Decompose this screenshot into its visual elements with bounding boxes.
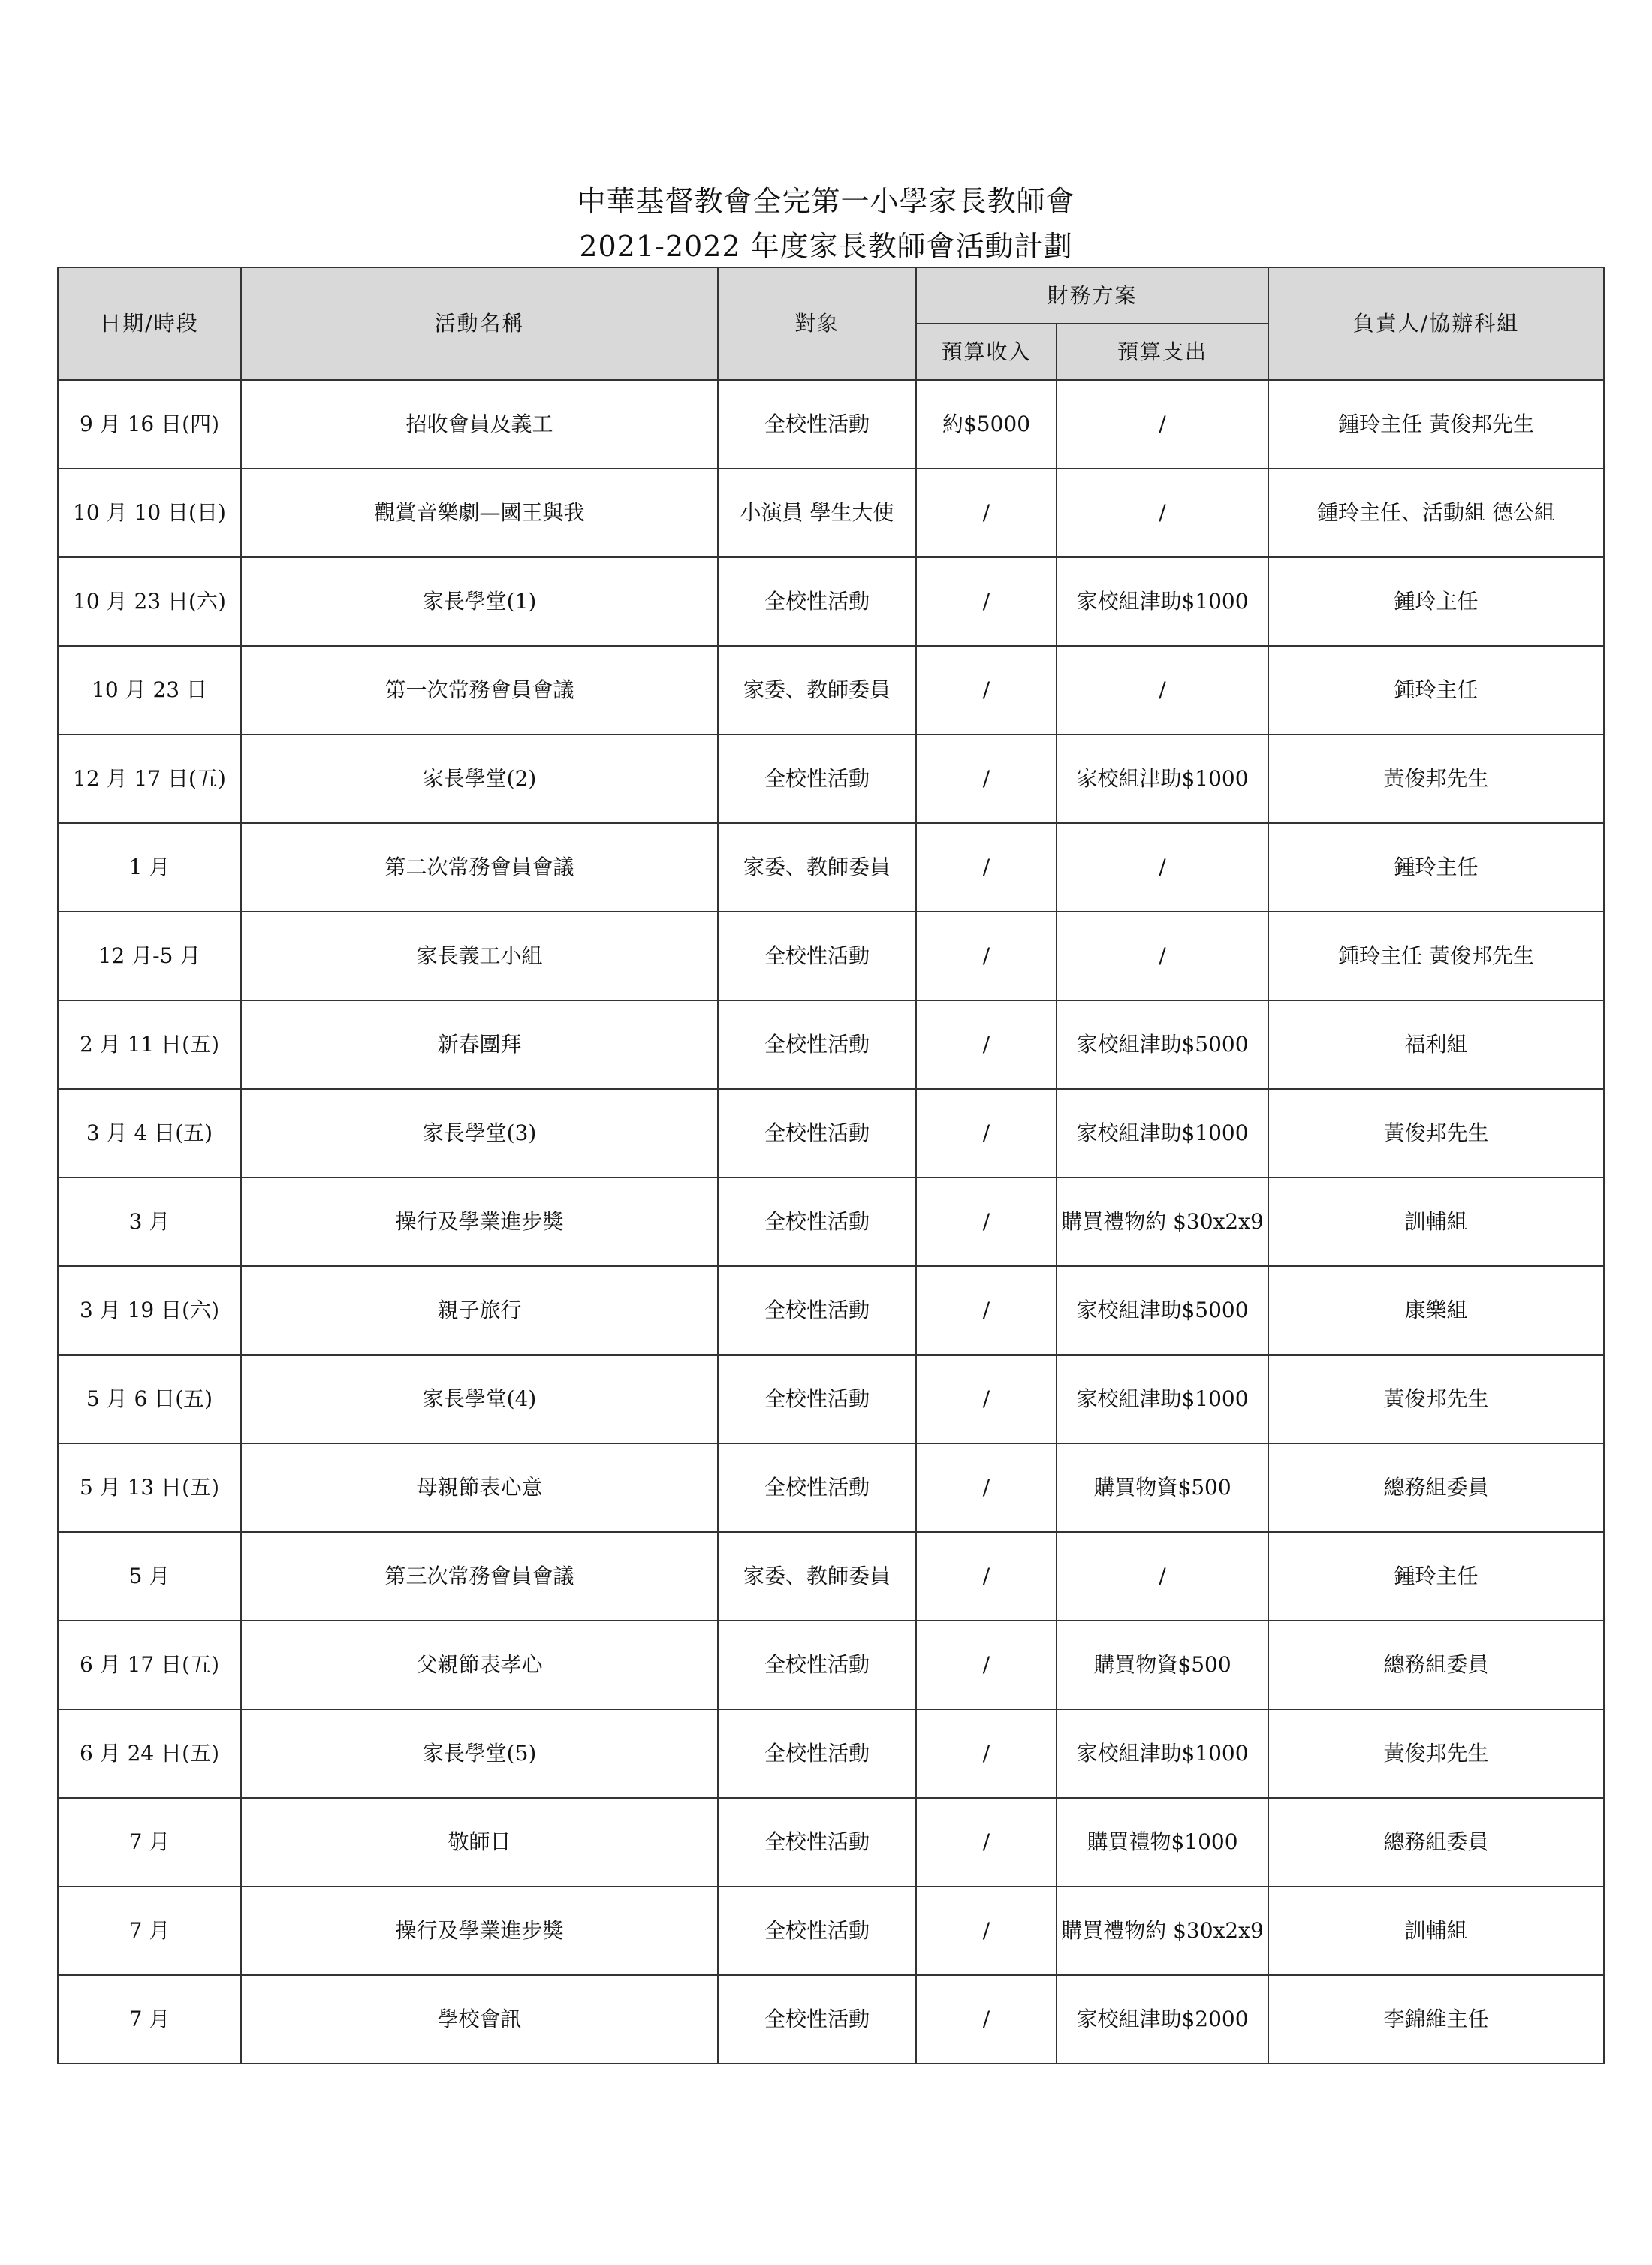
header-finance: 財務方案: [916, 267, 1268, 324]
cell-target: 全校性活動: [718, 1266, 916, 1355]
cell-person: 總務組委員: [1268, 1443, 1604, 1532]
cell-date: 1 月: [58, 823, 241, 912]
cell-person: 鍾玲主任: [1268, 646, 1604, 734]
cell-activity: 家長學堂(5): [241, 1709, 718, 1798]
cell-date: 7 月: [58, 1975, 241, 2064]
cell-expense: /: [1057, 912, 1268, 1000]
cell-person: 鍾玲主任、活動組 德公組: [1268, 469, 1604, 557]
cell-activity: 家長學堂(1): [241, 557, 718, 646]
cell-expense: 家校組津助$1000: [1057, 734, 1268, 823]
table-row: [58, 1000, 1604, 1089]
cell-date: 7 月: [58, 1886, 241, 1975]
cell-activity: 家長義工小組: [241, 912, 718, 1000]
cell-activity: 觀賞音樂劇—國王與我: [241, 469, 718, 557]
cell-target: 全校性活動: [718, 1621, 916, 1709]
cell-activity: 操行及學業進步獎: [241, 1178, 718, 1266]
cell-date: 10 月 10 日(日): [58, 469, 241, 557]
cell-expense: 購買禮物約 $30x2x9: [1057, 1886, 1268, 1975]
header-target: 對象: [718, 267, 916, 380]
cell-person: 黃俊邦先生: [1268, 1355, 1604, 1443]
cell-activity: 學校會訊: [241, 1975, 718, 2064]
cell-date: 12 月 17 日(五): [58, 734, 241, 823]
cell-expense: 家校組津助$5000: [1057, 1266, 1268, 1355]
cell-expense: 家校組津助$1000: [1057, 1089, 1268, 1178]
cell-target: 全校性活動: [718, 1443, 916, 1532]
table-row: [58, 1443, 1604, 1532]
cell-date: 9 月 16 日(四): [58, 380, 241, 469]
cell-date: 10 月 23 日(六): [58, 557, 241, 646]
table-row: [58, 1621, 1604, 1709]
cell-date: 5 月 13 日(五): [58, 1443, 241, 1532]
table-row: [58, 557, 1604, 646]
cell-expense: /: [1057, 1532, 1268, 1621]
header-activity: 活動名稱: [241, 267, 718, 380]
cell-target: 全校性活動: [718, 1975, 916, 2064]
cell-income: /: [916, 1178, 1057, 1266]
table-row: [58, 1355, 1604, 1443]
cell-target: 全校性活動: [718, 557, 916, 646]
cell-income: /: [916, 1886, 1057, 1975]
cell-income: /: [916, 1798, 1057, 1886]
table-row: [58, 1798, 1604, 1886]
cell-target: 家委、教師委員: [718, 646, 916, 734]
cell-expense: 家校組津助$1000: [1057, 1709, 1268, 1798]
cell-date: 6 月 17 日(五): [58, 1621, 241, 1709]
table-row: [58, 1089, 1604, 1178]
table-row: [58, 734, 1604, 823]
cell-expense: /: [1057, 380, 1268, 469]
cell-activity: 第二次常務會員會議: [241, 823, 718, 912]
cell-person: 黃俊邦先生: [1268, 1709, 1604, 1798]
header-date: 日期/時段: [58, 267, 241, 380]
table-body: [58, 380, 1604, 2064]
header-person: 負責人/協辦科組: [1268, 267, 1604, 380]
cell-expense: /: [1057, 823, 1268, 912]
cell-date: 10 月 23 日: [58, 646, 241, 734]
cell-income: /: [916, 646, 1057, 734]
cell-income: /: [916, 1532, 1057, 1621]
cell-activity: 家長學堂(4): [241, 1355, 718, 1443]
cell-expense: 購買物資$500: [1057, 1621, 1268, 1709]
cell-income: /: [916, 734, 1057, 823]
table-row: [58, 823, 1604, 912]
cell-activity: 母親節表心意: [241, 1443, 718, 1532]
cell-person: 鍾玲主任 黃俊邦先生: [1268, 912, 1604, 1000]
cell-target: 家委、教師委員: [718, 823, 916, 912]
table-row: [58, 1709, 1604, 1798]
cell-activity: 家長學堂(2): [241, 734, 718, 823]
cell-expense: 家校組津助$1000: [1057, 1355, 1268, 1443]
cell-person: 鍾玲主任 黃俊邦先生: [1268, 380, 1604, 469]
cell-activity: 家長學堂(3): [241, 1089, 718, 1178]
cell-activity: 敬師日: [241, 1798, 718, 1886]
table-row: [58, 469, 1604, 557]
cell-person: 李錦維主任: [1268, 1975, 1604, 2064]
cell-person: 總務組委員: [1268, 1621, 1604, 1709]
cell-income: 約$5000: [916, 380, 1057, 469]
cell-date: 2 月 11 日(五): [58, 1000, 241, 1089]
cell-person: 鍾玲主任: [1268, 823, 1604, 912]
cell-date: 5 月: [58, 1532, 241, 1621]
table-row: [58, 912, 1604, 1000]
cell-expense: /: [1057, 646, 1268, 734]
cell-target: 全校性活動: [718, 1000, 916, 1089]
cell-income: /: [916, 557, 1057, 646]
cell-person: 訓輔組: [1268, 1178, 1604, 1266]
document-subtitle: 2021-2022 年度家長教師會活動計劃: [579, 230, 1073, 263]
cell-target: 全校性活動: [718, 1886, 916, 1975]
table-row: [58, 1886, 1604, 1975]
cell-target: 全校性活動: [718, 1798, 916, 1886]
cell-target: 全校性活動: [718, 734, 916, 823]
cell-expense: 家校組津助$1000: [1057, 557, 1268, 646]
cell-target: 全校性活動: [718, 1709, 916, 1798]
cell-date: 6 月 24 日(五): [58, 1709, 241, 1798]
cell-activity: 招收會員及義工: [241, 380, 718, 469]
document-title: 中華基督教會全完第一小學家長教師會: [577, 185, 1075, 218]
cell-expense: 購買禮物$1000: [1057, 1798, 1268, 1886]
cell-person: 福利組: [1268, 1000, 1604, 1089]
cell-activity: 父親節表孝心: [241, 1621, 718, 1709]
cell-expense: 購買禮物約 $30x2x9: [1057, 1178, 1268, 1266]
cell-date: 3 月 19 日(六): [58, 1266, 241, 1355]
table-row: [58, 1975, 1604, 2064]
header-expense: 預算支出: [1057, 324, 1268, 380]
cell-activity: 操行及學業進步獎: [241, 1886, 718, 1975]
cell-person: 鍾玲主任: [1268, 557, 1604, 646]
cell-target: 家委、教師委員: [718, 1532, 916, 1621]
cell-income: /: [916, 1443, 1057, 1532]
cell-activity: 親子旅行: [241, 1266, 718, 1355]
cell-target: 全校性活動: [718, 380, 916, 469]
cell-income: /: [916, 469, 1057, 557]
cell-expense: 購買物資$500: [1057, 1443, 1268, 1532]
cell-person: 康樂組: [1268, 1266, 1604, 1355]
cell-date: 12 月-5 月: [58, 912, 241, 1000]
cell-person: 訓輔組: [1268, 1886, 1604, 1975]
cell-expense: /: [1057, 469, 1268, 557]
table-row: [58, 380, 1604, 469]
cell-income: /: [916, 912, 1057, 1000]
cell-date: 5 月 6 日(五): [58, 1355, 241, 1443]
cell-target: 全校性活動: [718, 912, 916, 1000]
cell-date: 7 月: [58, 1798, 241, 1886]
cell-income: /: [916, 1355, 1057, 1443]
cell-target: 小演員 學生大使: [718, 469, 916, 557]
cell-activity: 新春團拜: [241, 1000, 718, 1089]
cell-income: /: [916, 1089, 1057, 1178]
activity-plan-table: [57, 267, 1605, 2064]
cell-target: 全校性活動: [718, 1355, 916, 1443]
cell-income: /: [916, 823, 1057, 912]
cell-income: /: [916, 1266, 1057, 1355]
table-row: [58, 1532, 1604, 1621]
cell-person: 鍾玲主任: [1268, 1532, 1604, 1621]
cell-income: /: [916, 1975, 1057, 2064]
cell-target: 全校性活動: [718, 1089, 916, 1178]
cell-expense: 家校組津助$5000: [1057, 1000, 1268, 1089]
cell-income: /: [916, 1709, 1057, 1798]
cell-target: 全校性活動: [718, 1178, 916, 1266]
cell-date: 3 月: [58, 1178, 241, 1266]
cell-person: 總務組委員: [1268, 1798, 1604, 1886]
cell-activity: 第三次常務會員會議: [241, 1532, 718, 1621]
table-row: [58, 646, 1604, 734]
cell-income: /: [916, 1000, 1057, 1089]
cell-expense: 家校組津助$2000: [1057, 1975, 1268, 2064]
cell-date: 3 月 4 日(五): [58, 1089, 241, 1178]
cell-activity: 第一次常務會員會議: [241, 646, 718, 734]
table-row: [58, 1266, 1604, 1355]
cell-person: 黃俊邦先生: [1268, 734, 1604, 823]
cell-income: /: [916, 1621, 1057, 1709]
table-header-row: [58, 267, 1604, 324]
table-row: [58, 1178, 1604, 1266]
header-income: 預算收入: [916, 324, 1057, 380]
cell-person: 黃俊邦先生: [1268, 1089, 1604, 1178]
